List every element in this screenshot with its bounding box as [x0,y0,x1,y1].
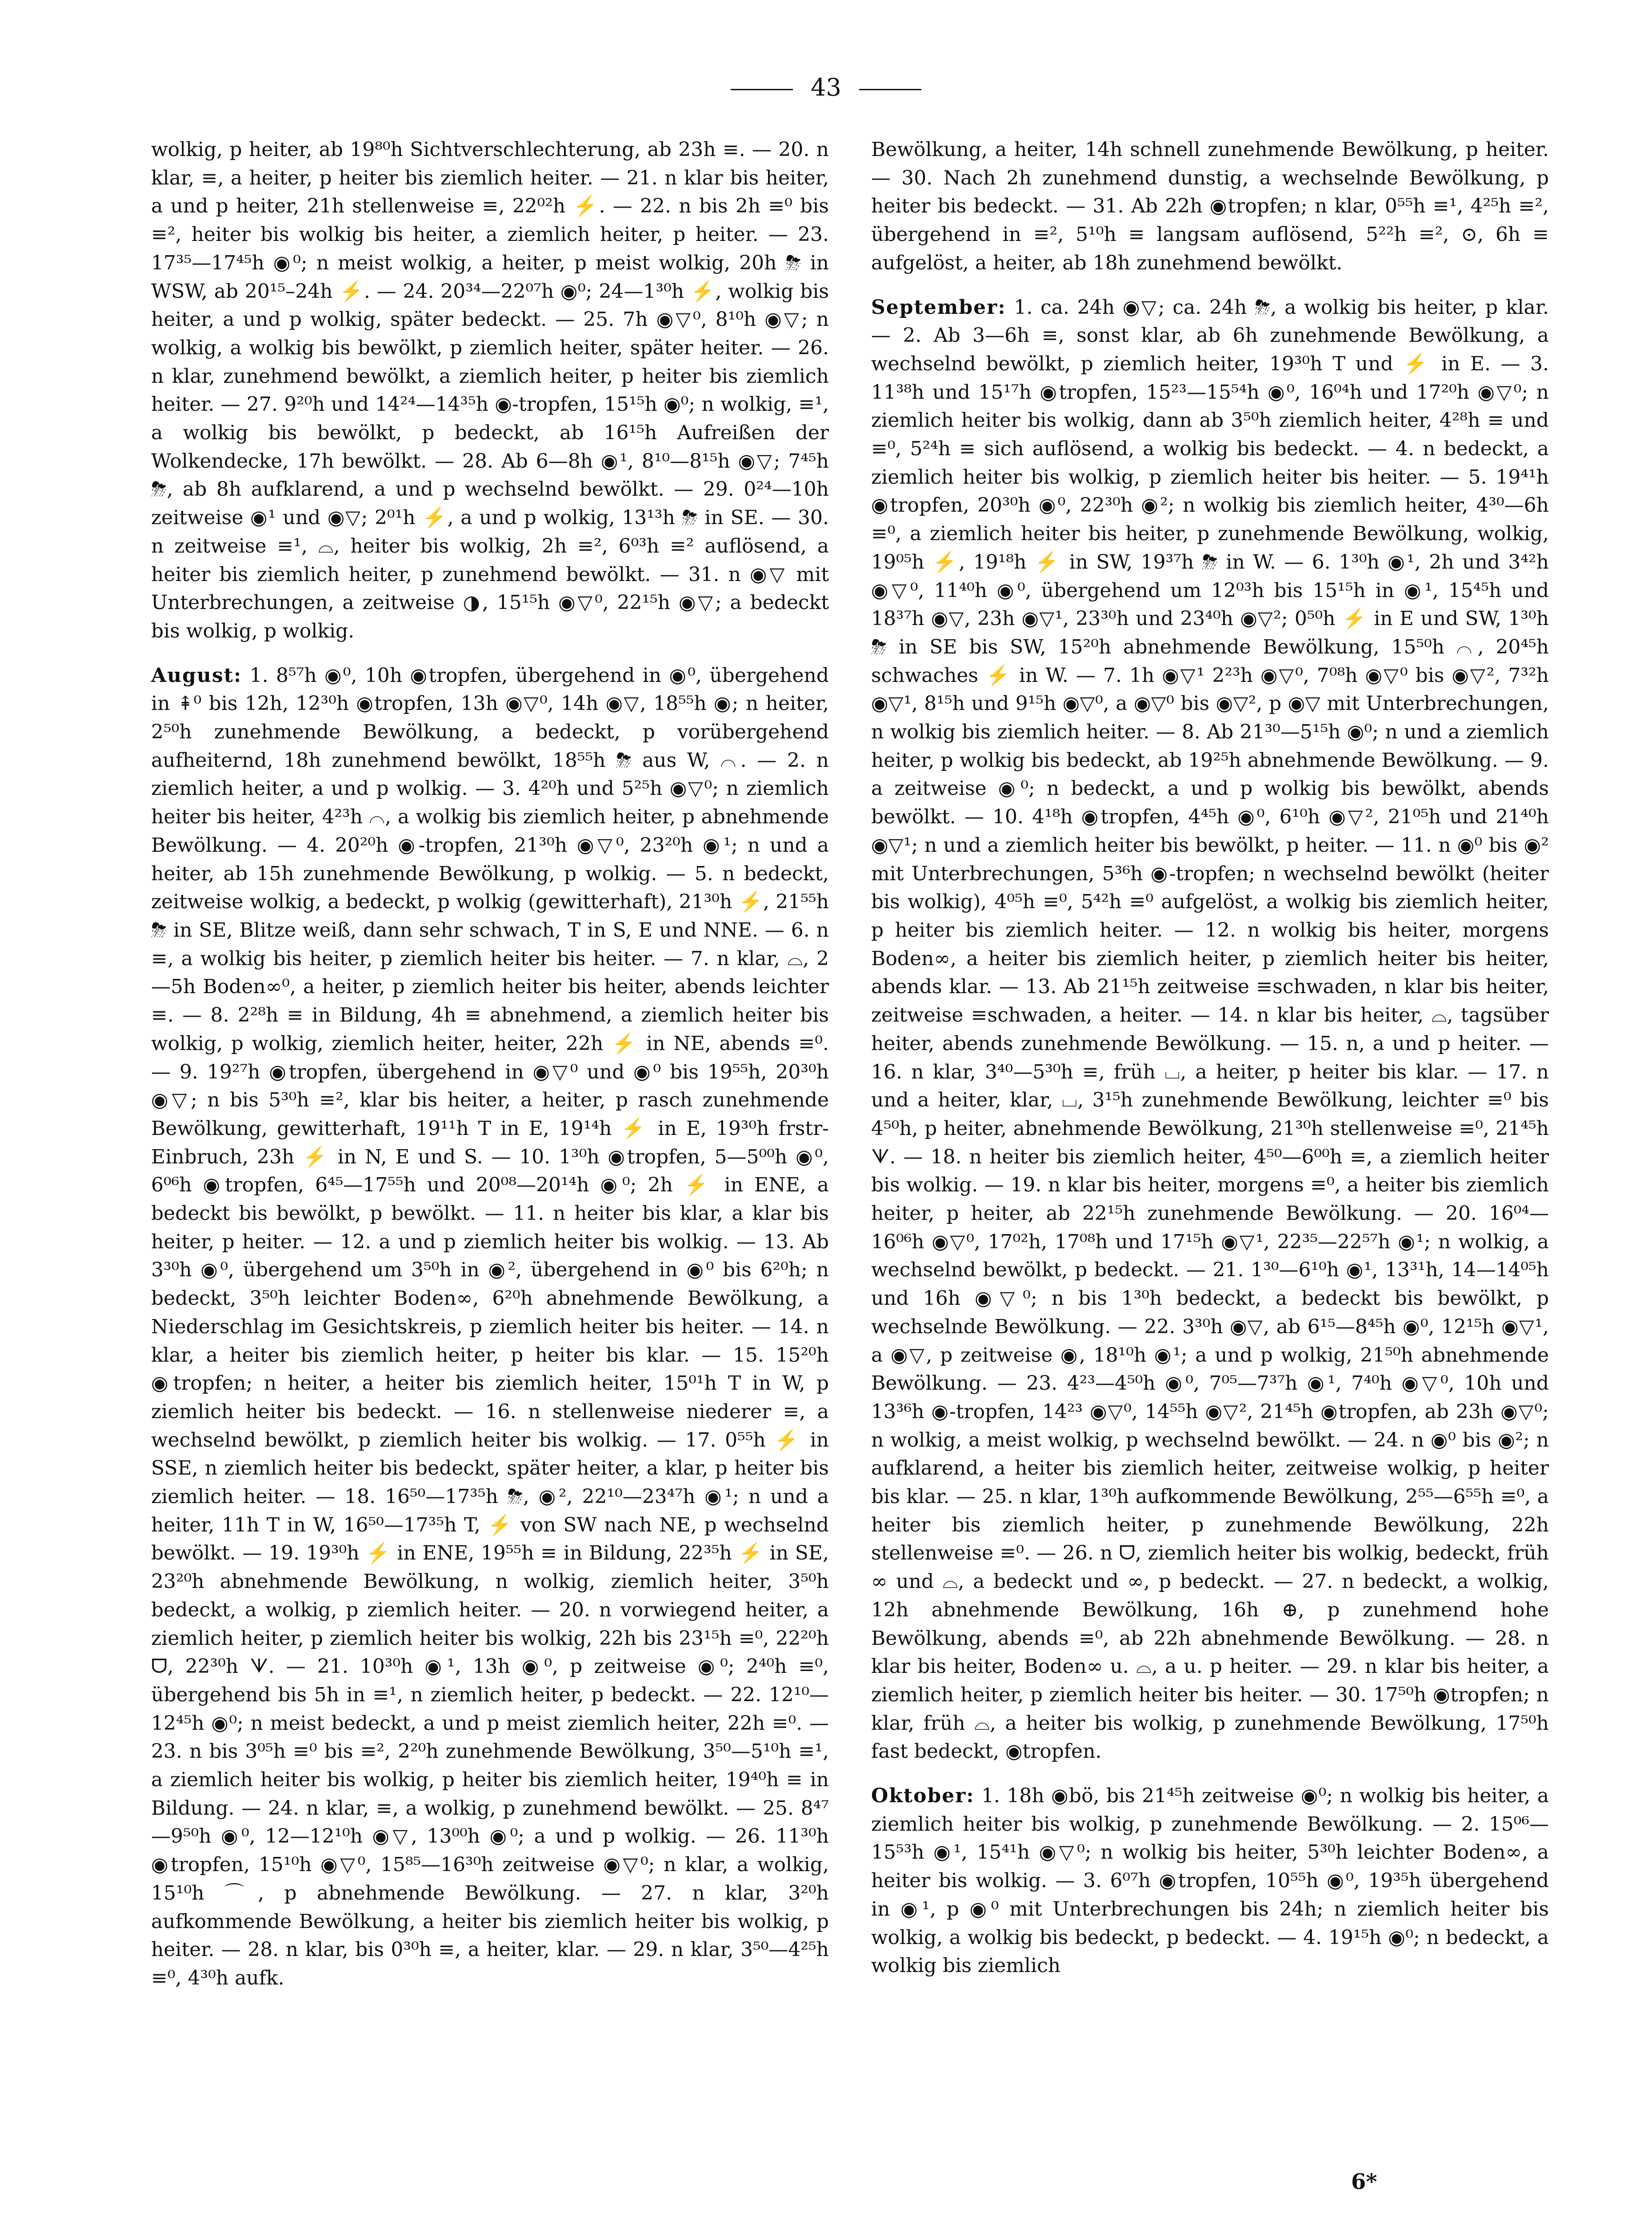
right-column [871,136,1549,1980]
september-heading: September: [871,296,1006,319]
august-continuation: Bewölkung, a heiter, 14h schnell zunehmende Bewölkung, p heiter. — 30. Nach 2h zunehmend dunstig, a wechselnde Bewölkung, p heiter bis bedeckt. — 31. Ab 22h ◉tropfen; n klar, 0⁵⁵h ≡¹, 4²⁵h ≡², übergehend in ≡², 5¹⁰h ≡ langsam auflösend, 5²²h ≡², ⊙, 6h ≡ aufgelöst, a heiter, ab 18h zunehmend bewölkt. [871,138,1549,274]
left-column [151,136,829,1992]
oktober-section [871,1782,1549,1980]
july-continuation: wolkig, p heiter, ab 19⁸⁰h Sichtverschlechterung, ab 23h ≡. — 20. n klar, ≡, a heiter, p heiter bis ziemlich heiter. — 21. n klar bis heiter, a und p heiter, 21h stellenweise ≡, 22⁰²h ⚡. — 22. n bis 2h ≡⁰ bis ≡², heiter bis wolkig bis heiter, a ziemlich heiter, p heiter. — 23. 17³⁵—17⁴⁵h ◉⁰; n meist wolkig, a heiter, p meist wolkig, 20h ⛈ in WSW, ab 20¹⁵–24h ⚡. — 24. 20³⁴—22⁰⁷h ◉⁰; 24—1³⁰h ⚡, wolkig bis heiter, a und p wolkig, später bedeckt. — 25. 7h ◉▽⁰, 8¹⁰h ◉▽; n wolkig, a wolkig bis bewölkt, p ziemlich heiter, später heiter. — 26. n klar, zunehmend bewölkt, a ziemlich heiter, p heiter bis ziemlich heiter. — 27. 9²⁰h und 14²⁴—14³⁵h ◉-tropfen, 15¹⁵h ◉⁰; n wolkig, ≡¹, a wolkig bis bewölkt, p bedeckt, ab 16¹⁵h Aufreißen der Wolkendecke, 17h bewölkt. — 28. Ab 6—8h ◉¹, 8¹⁰—8¹⁵h ◉▽; 7⁴⁵h ⛈, ab 8h aufklarend, a und p wechselnd bewölkt. — 29. 0²⁴—10h zeitweise ◉¹ und ◉▽; 2⁰¹h ⚡, a und p wolkig, 13¹³h ⛈ in SE. — 30. n zeitweise ≡¹, ⌓, heiter bis wolkig, 2h ≡², 6⁰³h ≡² auflösend, a heiter bis ziemlich heiter, p zunehmend bewölkt. — 31. n ◉▽ mit Unterbrechungen, a zeitweise ◑, 15¹⁵h ◉▽⁰, 22¹⁵h ◉▽; a bedeckt bis wolkig, p wolkig. [151,138,829,642]
page-number: 43 [811,73,841,101]
august-section [151,661,829,1992]
september-section [871,293,1549,1766]
page-header [0,73,1652,101]
august-heading: August: [151,664,242,687]
september-entries: 1. ca. 24h ◉▽; ca. 24h ⛈, a wolkig bis heiter, p klar. — 2. Ab 3—6h ≡, sonst klar, ab 6h zunehmende Bewölkung, a wechselnd bewölkt, p ziemlich heiter, 19³⁰h T und ⚡ in E. — 3. 11³⁸h und 15¹⁷h ◉tropfen, 15²³—15⁵⁴h ◉⁰, 16⁰⁴h und 17²⁰h ◉▽⁰; n ziemlich heiter bis wolkig, dann ab 3⁵⁰h ziemlich heiter, 4²⁸h ≡ und ≡⁰, 5²⁴h ≡ sich auflösend, a wolkig bis bedeckt. — 4. n bedeckt, a ziemlich heiter bis wolkig, p ziemlich heiter bis heiter. — 5. 19⁴¹h ◉tropfen, 20³⁰h ◉⁰, 22³⁰h ◉²; n wolkig bis ziemlich heiter, 4³⁰—6h ≡⁰, a ziemlich heiter bis heiter, p zunehmende Bewölkung, wolkig, 19⁰⁵h ⚡, 19¹⁸h ⚡ in SW, 19³⁷h ⛈ in W. — 6. 1³⁰h ◉¹, 2h und 3⁴²h ◉▽⁰, 11⁴⁰h ◉⁰, übergehend um 12⁰³h bis 15¹⁵h in ◉¹, 15⁴⁵h und 18³⁷h ◉▽, 23h ◉▽¹, 23³⁰h und 23⁴⁰h ◉▽²; 0⁵⁰h ⚡ in E und SW, 1³⁰h ⛈ in SE bis SW, 15²⁰h abnehmende Bewölkung, 15⁵⁰h ⌒, 20⁴⁵h schwaches ⚡ in W. — 7. 1h ◉▽¹ 2²³h ◉▽⁰, 7⁰⁸h ◉▽⁰ bis ◉▽², 7³²h ◉▽¹, 8¹⁵h und 9¹⁵h ◉▽⁰, a ◉▽⁰ bis ◉▽², p ◉▽ mit Unterbrechungen, n wolkig bis ziemlich heiter. — 8. Ab 21³⁰—5¹⁵h ◉⁰; n und a ziemlich heiter, p wolkig bis bedeckt, ab 19²⁵h abnehmende Bewölkung. — 9. a zeitweise ◉⁰; n bedeckt, a und p wolkig bis bewölkt, abends bewölkt. — 10. 4¹⁸h ◉tropfen, 4⁴⁵h ◉⁰, 6¹⁰h ◉▽², 21⁰⁵h und 21⁴⁰h ◉▽¹; n und a ziemlich heiter bis bewölkt, p heiter. — 11. n ◉⁰ bis ◉² mit Unterbrechungen, 5³⁶h ◉-tropfen; n wechselnd bewölkt (heiter bis wolkig), 4⁰⁵h ≡⁰, 5⁴²h ≡⁰ aufgelöst, a wolkig bis ziemlich heiter, p heiter bis ziemlich heiter. — 12. n wolkig bis heiter, morgens Boden∞, a heiter bis ziemlich heiter, p ziemlich heiter bis heiter, abends klar. — 13. Ab 21¹⁵h zeitweise ≡schwaden, n klar bis heiter, zeitweise ≡schwaden, a heiter. — 14. n klar bis heiter, ⌓, tagsüber heiter, abends zunehmende Bewölkung. — 15. n, a und p heiter. — 16. n klar, 3⁴⁰—5³⁰h ≡, früh ⌴, a heiter, p heiter bis klar. — 17. n und a heiter, klar, ⌴, 3¹⁵h zunehmende Bewölkung, leichter ≡⁰ bis 4⁵⁰h, p heiter, abnehmende Bewölkung, 21³⁰h stellenweise ≡⁰, 21⁴⁵h ᗐ. — 18. n heiter bis ziemlich heiter, 4⁵⁰—6⁰⁰h ≡, a ziemlich heiter bis wolkig. — 19. n klar bis heiter, morgens ≡⁰, a heiter bis ziemlich heiter, p heiter, ab 22¹⁵h zunehmende Bewölkung. — 20. 16⁰⁴—16⁰⁶h ◉▽⁰, 17⁰²h, 17⁰⁸h und 17¹⁵h ◉▽¹, 22³⁵—22⁵⁷h ◉¹; n wolkig, a wechselnd bewölkt, p bedeckt. — 21. 1³⁰—6¹⁰h ◉¹, 13³¹h, 14—14⁰⁵h und 16h ◉▽⁰; n bis 1³⁰h bedeckt, a bedeckt bis bewölkt, p wechselnde Bewölkung. — 22. 3³⁰h ◉▽, ab 6¹⁵—8⁴⁵h ◉⁰, 12¹⁵h ◉▽¹, a ◉▽, p zeitweise ◉, 18¹⁰h ◉¹; a und p wolkig, 21⁵⁰h abnehmende Bewölkung. — 23. 4²³—4⁵⁰h ◉⁰, 7⁰⁵—7³⁷h ◉¹, 7⁴⁰h ◉▽⁰, 10h und 13³⁶h ◉-tropfen, 14²³ ◉▽⁰, 14⁵⁵h ◉▽², 21⁴⁵h ◉tropfen, ab 23h ◉▽⁰; n wolkig, a meist wolkig, p wechselnd bewölkt. — 24. n ◉⁰ bis ◉²; n aufklarend, a heiter bis ziemlich heiter, zeitweise wolkig, p heiter bis klar. — 25. n klar, 1³⁰h aufkommende Bewölkung, 2⁵⁵—6⁵⁵h ≡⁰, a heiter bis ziemlich heiter, p zunehmende Bewölkung, 22h stellenweise ≡⁰. — 26. n ᗜ, ziemlich heiter bis wolkig, bedeckt, früh ∞ und ⌓, a bedeckt und ∞, p bedeckt. — 27. n bedeckt, a wolkig, 12h abnehmende Bewölkung, 16h ⊕, p zunehmend hohe Bewölkung, abends ≡⁰, ab 22h abnehmende Bewölkung. — 28. n klar bis heiter, Boden∞ u. ⌓, a u. p heiter. — 29. n klar bis heiter, a ziemlich heiter, p ziemlich heiter bis heiter. — 30. 17⁵⁰h ◉tropfen; n klar, früh ⌓, a heiter bis wolkig, p zunehmende Bewölkung, 17⁵⁰h fast bedeckt, ◉tropfen. [871,296,1549,1763]
header-rule-left [731,89,793,90]
footer-signature-mark: 6* [1351,2169,1377,2194]
oktober-entries: 1. 18h ◉bö, bis 21⁴⁵h zeitweise ◉⁰; n wolkig bis heiter, a ziemlich heiter bis wolkig, p zunehmende Bewölkung. — 2. 15⁰⁶—15⁵³h ◉¹, 15⁴¹h ◉▽⁰; n wolkig bis heiter, 5³⁰h leichter Boden∞, a heiter bis wolkig. — 3. 6⁰⁷h ◉tropfen, 10⁵⁵h ◉⁰, 19³⁵h übergehend in ◉¹, p ◉⁰ mit Unterbrechungen bis 24h; n ziemlich heiter bis wolkig, a wolkig bis bedeckt, p bedeckt. — 4. 19¹⁵h ◉⁰; n bedeckt, a wolkig bis ziemlich [871,1784,1549,1977]
header-rule-right [859,89,921,90]
oktober-heading: Oktober: [871,1784,975,1808]
august-entries: 1. 8⁵⁷h ◉⁰, 10h ◉tropfen, übergehend in ◉⁰, übergehend in ⇞⁰ bis 12h, 12³⁰h ◉tropfen, 13h ◉▽⁰, 14h ◉▽, 18⁵⁵h ◉; n heiter, 2⁵⁰h zunehmende Bewölkung, a bedeckt, p vorübergehend aufheiternd, 18h zunehmend bewölkt, 18⁵⁵h ⛈ aus W, ⌒. — 2. n ziemlich heiter, a und p wolkig. — 3. 4²⁰h und 5²⁵h ◉▽⁰; n ziemlich heiter bis heiter, 4²³h ⌒, a wolkig bis ziemlich heiter, p abnehmende Bewölkung. — 4. 20²⁰h ◉-tropfen, 21³⁰h ◉▽⁰, 23²⁰h ◉¹; n und a heiter, ab 15h zunehmende Bewölkung, p wolkig. — 5. n bedeckt, zeitweise wolkig, a bedeckt, p wolkig (gewitterhaft), 21³⁰h ⚡, 21⁵⁵h ⛈ in SE, Blitze weiß, dann sehr schwach, T in S, E und NNE. — 6. n ≡, a wolkig bis heiter, p ziemlich heiter bis heiter. — 7. n klar, ⌓, 2—5h Boden∞⁰, a heiter, p ziemlich heiter bis heiter, abends leichter ≡. — 8. 2²⁸h ≡ in Bildung, 4h ≡ abnehmend, a ziemlich heiter bis wolkig, p wolkig, ziemlich heiter, heiter, 22h ⚡ in NE, abends ≡⁰. — 9. 19²⁷h ◉tropfen, übergehend in ◉▽⁰ und ◉⁰ bis 19⁵⁵h, 20³⁰h ◉▽; n bis 5³⁰h ≡², klar bis heiter, a heiter, p rasch zunehmende Bewölkung, gewitterhaft, 19¹¹h T in E, 19¹⁴h ⚡ in E, 19³⁰h frstr-Einbruch, 23h ⚡ in N, E und S. — 10. 1³⁰h ◉tropfen, 5—5⁰⁰h ◉⁰, 6⁰⁶h ◉tropfen, 6⁴⁵—17⁵⁵h und 20⁰⁸—20¹⁴h ◉⁰; 2h ⚡ in ENE, a bedeckt bis bewölkt, p bewölkt. — 11. n heiter bis klar, a klar bis heiter, p heiter. — 12. a und p ziemlich heiter bis wolkig. — 13. Ab 3³⁰h ◉⁰, übergehend um 3⁵⁰h in ◉², übergehend in ◉⁰ bis 6²⁰h; n bedeckt, 3⁵⁰h leichter Boden∞, 6²⁰h abnehmende Bewölkung, a Niederschlag im Gesichtskreis, p ziemlich heiter bis heiter. — 14. n klar, a heiter bis ziemlich heiter, p heiter bis klar. — 15. 15²⁰h ◉tropfen; n heiter, a heiter bis ziemlich heiter, 15⁰¹h T in W, p ziemlich heiter bis bedeckt. — 16. n stellenweise niederer ≡, a wechselnd bewölkt, p ziemlich heiter bis wolkig. — 17. 0⁵⁵h ⚡ in SSE, n ziemlich heiter bis bedeckt, später heiter, a klar, p heiter bis ziemlich heiter. — 18. 16⁵⁰—17³⁵h ⛈, ◉², 22¹⁰—23⁴⁷h ◉¹; n und a heiter, 11h T in W, 16⁵⁰—17³⁵h T, ⚡ von SW nach NE, p wechselnd bewölkt. — 19. 19³⁰h ⚡ in ENE, 19⁵⁵h ≡ in Bildung, 22³⁵h ⚡ in SE, 23²⁰h abnehmende Bewölkung, n wolkig, ziemlich heiter, 3⁵⁰h bedeckt, a wolkig, p ziemlich heiter. — 20. n vorwiegend heiter, a ziemlich heiter, p ziemlich heiter bis wolkig, 22h bis 23¹⁵h ≡⁰, 22²⁰h ᗜ, 22³⁰h ᗐ. — 21. 10³⁰h ◉¹, 13h ◉⁰, p zeitweise ◉⁰; 2⁴⁰h ≡⁰, übergehend bis 5h in ≡¹, n ziemlich heiter, p bedeckt. — 22. 12¹⁰—12⁴⁵h ◉⁰; n meist bedeckt, a und p meist ziemlich heiter, 22h ≡⁰. — 23. n bis 3⁰⁵h ≡⁰ bis ≡², 2²⁰h zunehmende Bewölkung, 3⁵⁰—5¹⁰h ≡¹, a ziemlich heiter bis wolkig, p heiter bis ziemlich heiter, 19⁴⁰h ≡ in Bildung. — 24. n klar, ≡, a wolkig, p zunehmend bewölkt. — 25. 8⁴⁷—9⁵⁰h ◉⁰, 12—12¹⁰h ◉▽, 13⁰⁰h ◉⁰; a und p wolkig. — 26. 11³⁰h ◉tropfen, 15¹⁰h ◉▽⁰, 15⁸⁵—16³⁰h zeitweise ◉▽⁰; n klar, a wolkig, 15¹⁰h ⌒, p abnehmende Bewölkung. — 27. n klar, 3²⁰h aufkommende Bewölkung, a heiter bis ziemlich heiter bis wolkig, p heiter. — 28. n klar, bis 0³⁰h ≡, a heiter, klar. — 29. n klar, 3⁵⁰—4²⁵h ≡⁰, 4³⁰h aufk. [151,664,829,1989]
